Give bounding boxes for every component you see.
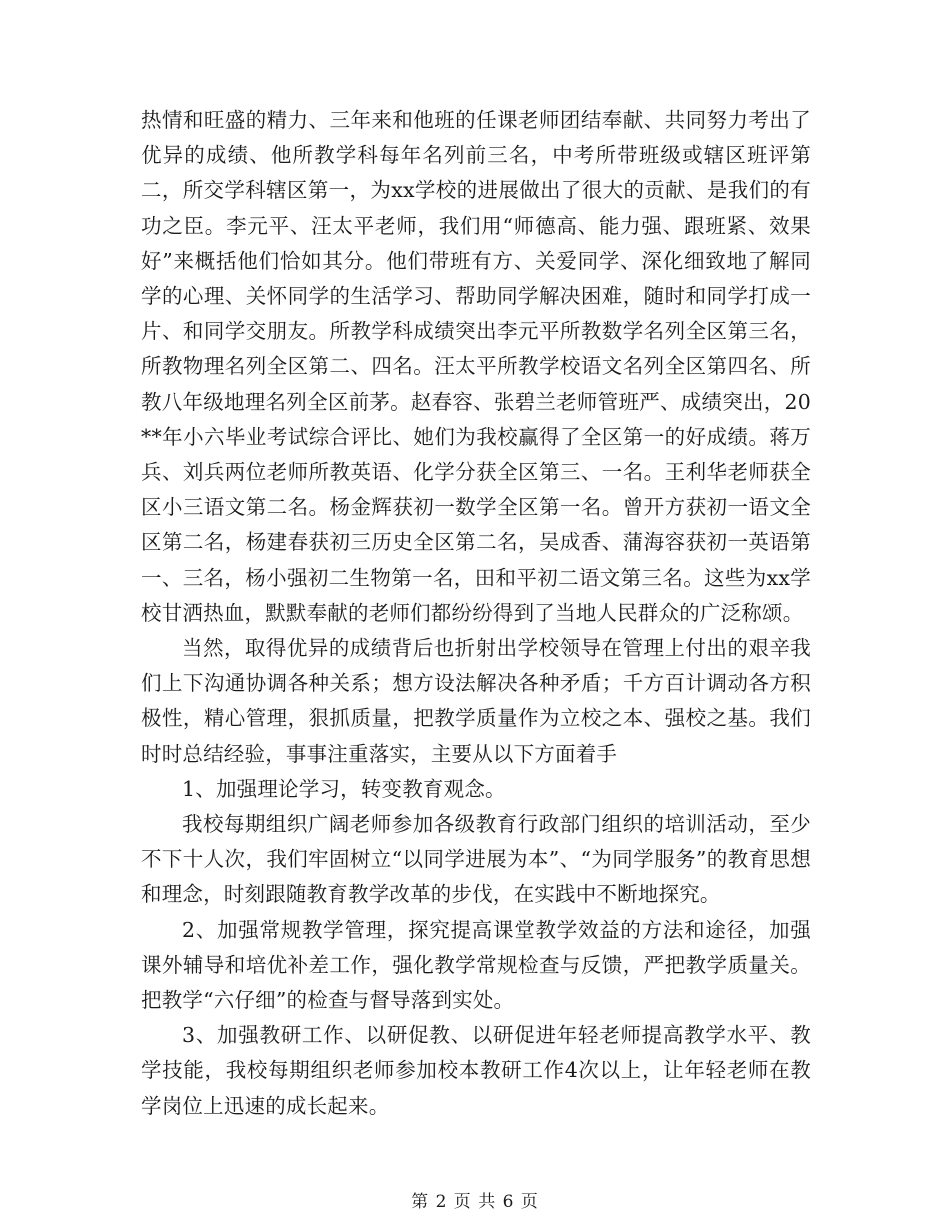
paragraph: 我校每期组织广阔老师参加各级教育行政部门组织的培训活动，至少不下十人次，我们牢固树立“以同学进展为本”、“为同学服务”的教育思想和理念，时刻跟随教育教学改革的步伐，在实践中不断地探究。 xyxy=(141,812,811,907)
document-body xyxy=(141,103,811,1124)
paragraph: 3、加强教研工作、以研促教、以研促进年轻老师提高教学水平、教学技能，我校每期组织老师参加校本教研工作4次以上，让年轻老师在教学岗位上迅速的成长起来。 xyxy=(141,1023,811,1118)
paragraph-heading: 1、加强理论学习，转变教育观念。 xyxy=(182,776,506,801)
paragraph: 当然，取得优异的成绩背后也折射出学校领导在管理上付出的艰辛我们上下沟通协调各种关系；想方设法解决各种矛盾；千方百计调动各方积极性，精心管理，狠抓质量，把教学质量作为立校之本、强校之基。我们时时总结经验，事事注重落实，主要从以下方面着手 xyxy=(141,636,811,766)
paragraph: 2、加强常规教学管理，探究提高课堂教学效益的方法和途径，加强课外辅导和培优补差工作，强化教学常规检查与反馈，严把教学质量关。把教学“六仔细”的检查与督导落到实处。 xyxy=(141,917,811,1013)
paragraph-continued: 热情和旺盛的精力、三年来和他班的任课老师团结奉献、共同努力考出了优异的成绩、他所教学科每年名列前三名，中考所带班级或辖区班评第二，所交学科辖区第一，为xx学校的进展做出了很大的贡献、是我们的有功之臣。李元平、汪太平老师，我们用“师德高、能力强、跟班紧、效果好”来概括他们恰如其分。他们带班有方、关爱同学、深化细致地了解同学的心理、关怀同学的生活学习、帮助同学解决困难，随时和同学打成一片、和同学交朋友。所教学科成绩突出李元平所教数学名列全区第三名，所教物理名列全区第二、四名。汪太平所教学校语文名列全区第四名、所教八年级地理名列全区前茅。赵春容、张碧兰老师管班严、成绩突出，20**年小六毕业考试综合评比、她们为我校赢得了全区第一的好成绩。蒋万兵、刘兵两位老师所教英语、化学分获全区第三、一名。王利华老师获全区小三语文第二名。杨金辉获初一数学全区第一名。曾开方获初一语文全区第二名，杨建春获初三历史全区第二名，吴成香、蒲海容获初一英语第一、三名，杨小强初二生物第一名，田和平初二语文第三名。这些为xx学校甘洒热血，默默奉献的老师们都纷纷得到了当地人民群众的广泛称颂。 xyxy=(141,108,811,625)
page-number-footer: 第 2 页 共 6 页 xyxy=(411,1192,539,1212)
